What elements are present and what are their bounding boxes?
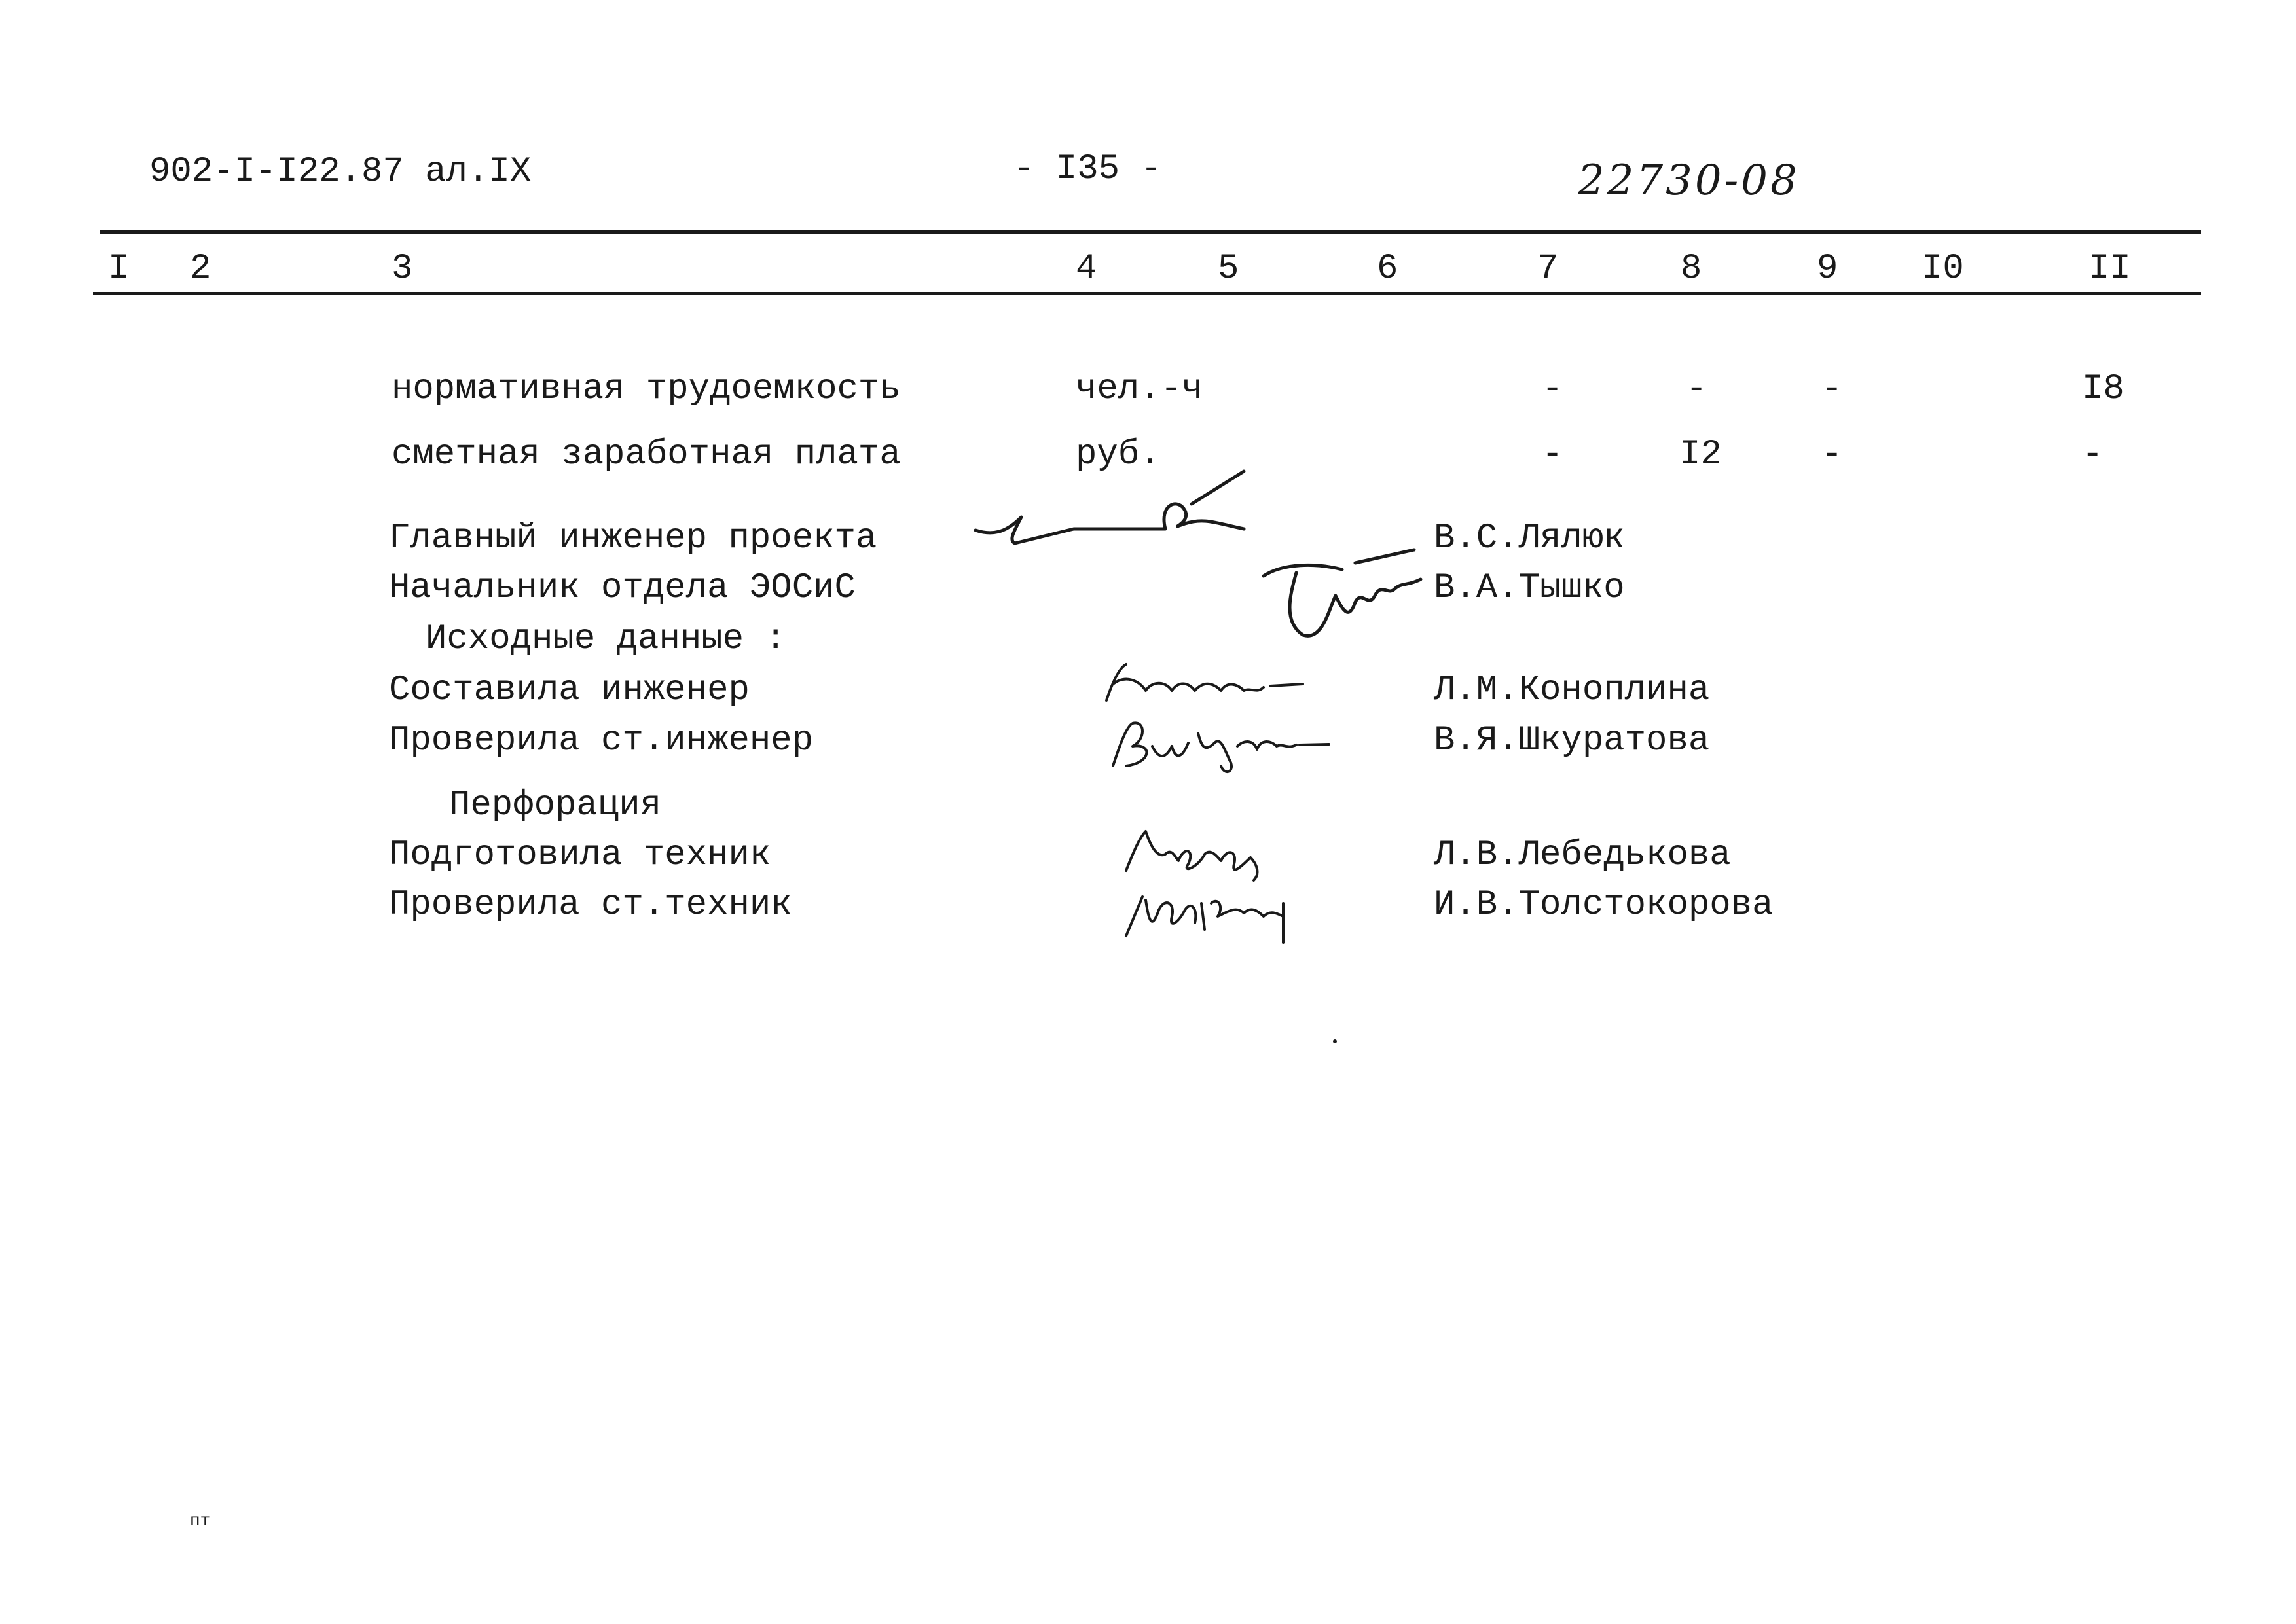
column-number: II	[2088, 249, 2131, 289]
row-unit: руб.	[1076, 435, 1161, 475]
signature-checker-engineer	[1100, 713, 1336, 779]
chief-engineer-name: В.С.Лялюк	[1434, 518, 1625, 558]
row-value-col7: -	[1542, 435, 1563, 475]
column-number: 5	[1218, 249, 1239, 289]
inventory-number: 22730-08	[1578, 156, 1800, 205]
section-perforation: Перфорация	[449, 785, 662, 825]
footer-mark: пт	[190, 1511, 211, 1530]
composed-by-name: Л.М.Коноплина	[1434, 670, 1710, 710]
bottom-rule	[93, 292, 2201, 295]
column-number: 3	[392, 249, 413, 289]
composed-by-title: Составила инженер	[389, 670, 750, 710]
column-number: 2	[190, 249, 211, 289]
row-label: нормативная трудоемкость	[392, 369, 901, 409]
stray-mark	[1333, 1039, 1337, 1043]
row-value-col11: I8	[2082, 369, 2124, 409]
column-number: 7	[1537, 249, 1559, 289]
page-number: - I35 -	[1013, 149, 1162, 189]
column-number: I	[108, 249, 130, 289]
row-value-col7: -	[1542, 369, 1563, 409]
checked-by-technician-title: Проверила ст.техник	[389, 885, 792, 925]
signature-preparer	[1113, 818, 1283, 884]
signature-department-head	[1244, 537, 1440, 648]
top-rule	[100, 230, 2201, 234]
column-number: 4	[1076, 249, 1097, 289]
department-head-title: Начальник отдела ЭОСиС	[389, 568, 856, 608]
chief-engineer-title: Главный инженер проекта	[389, 518, 877, 558]
row-unit: чел.-ч	[1076, 369, 1203, 409]
row-value-col9: -	[1821, 435, 1843, 475]
document-code: 902-I-I22.87 ал.IX	[149, 152, 532, 192]
row-label: сметная заработная плата	[392, 435, 901, 475]
checked-by-technician-name: И.В.Толстокорова	[1434, 885, 1774, 925]
row-value-col9: -	[1821, 369, 1843, 409]
row-value-col8: I2	[1679, 435, 1722, 475]
checked-by-engineer-title: Проверила ст.инженер	[389, 721, 814, 761]
prepared-by-name: Л.В.Лебедькова	[1434, 835, 1731, 875]
row-value-col8: -	[1686, 369, 1707, 409]
column-number: 6	[1377, 249, 1398, 289]
signature-chief-engineer	[969, 458, 1270, 556]
checked-by-engineer-name: В.Я.Шкуратова	[1434, 721, 1710, 761]
signature-composer	[1100, 655, 1309, 713]
column-number: 9	[1817, 249, 1838, 289]
prepared-by-title: Подготовила техник	[389, 835, 771, 875]
department-head-name: В.А.Тышко	[1434, 568, 1625, 608]
section-source-data: Исходные данные :	[426, 619, 786, 659]
signature-checker-technician	[1113, 877, 1309, 949]
column-number: I0	[1922, 249, 1964, 289]
row-value-col11: -	[2082, 435, 2104, 475]
column-number: 8	[1681, 249, 1702, 289]
